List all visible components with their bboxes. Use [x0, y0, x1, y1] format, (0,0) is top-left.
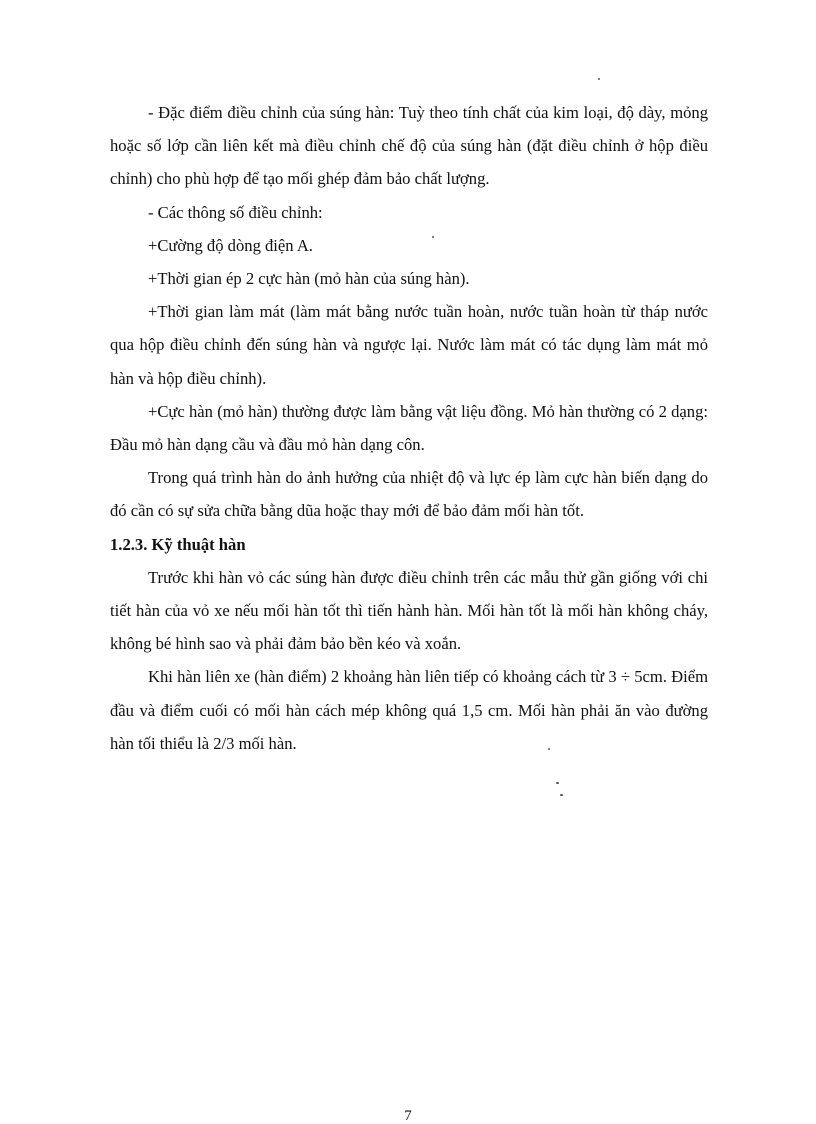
list-item-pressing-time: +Thời gian ép 2 cực hàn (mỏ hàn của súng hàn). [148, 269, 470, 289]
list-item-cooling-time: +Thời gian làm mát (làm mát bằng nước tuần hoàn, nước tuần hoàn từ tháp nước qua hộp điều chỉnh đến súng hàn và ngược lại. Nước làm mát có tác dụng làm mát mỏ hàn và hộp điều chỉnh). [110, 302, 708, 388]
page-number: 7 [404, 1108, 412, 1124]
list-item-current: +Cường độ dòng điện A. [148, 235, 313, 255]
scan-speck [432, 236, 434, 238]
scan-speck [598, 78, 600, 80]
body-text [110, 96, 708, 760]
scan-speck [548, 748, 550, 750]
scan-speck [556, 782, 559, 784]
paragraph-test-welding: Trước khi hàn vỏ các súng hàn được điều chỉnh trên các mẫu thử gần giống với chi tiết hàn của vỏ xe nếu mối hàn tốt thì tiến hành hàn. Mối hàn tốt là mối hàn không cháy, không bé hình sao và phải đảm bảo bền kéo và xoắn. [110, 567, 708, 654]
scan-speck [560, 794, 563, 796]
paragraph-adjustment-parameters: - Các thông số điều chỉnh: [148, 202, 323, 222]
paragraph-welding-gun-adjustment: - Đặc điểm điều chỉnh của súng hàn: Tuỳ theo tính chất của kim loại, độ dày, mỏng hoặc số lớp cần liên kết mà điều chỉnh chế độ của súng hàn (đặt điều chỉnh ở hộp điều chỉnh) cho phù hợp để tạo mối ghép đảm bảo chất lượng. [110, 103, 708, 189]
paragraph-spot-spacing: Khi hàn liên xe (hàn điểm) 2 khoảng hàn liên tiếp có khoảng cách từ 3 ÷ 5cm. Điểm đầu và điểm cuối có mối hàn cách mép không quá 1,5 cm. Mối hàn phải ăn vào đường hàn tối thiểu là 2/3 mối hàn. [110, 667, 708, 753]
paragraph-electrode-maintenance: Trong quá trình hàn do ảnh hưởng của nhiệt độ và lực ép làm cực hàn biến dạng do đó cần có sự sửa chữa bằng dũa hoặc thay mới để bảo đảm mối hàn tốt. [110, 468, 708, 521]
list-item-electrode: +Cực hàn (mỏ hàn) thường được làm bằng vật liệu đồng. Mỏ hàn thường có 2 dạng: Đầu mỏ hàn dạng cầu và đầu mỏ hàn dạng côn. [110, 401, 708, 455]
section-heading: 1.2.3. Kỹ thuật hàn [110, 534, 246, 554]
